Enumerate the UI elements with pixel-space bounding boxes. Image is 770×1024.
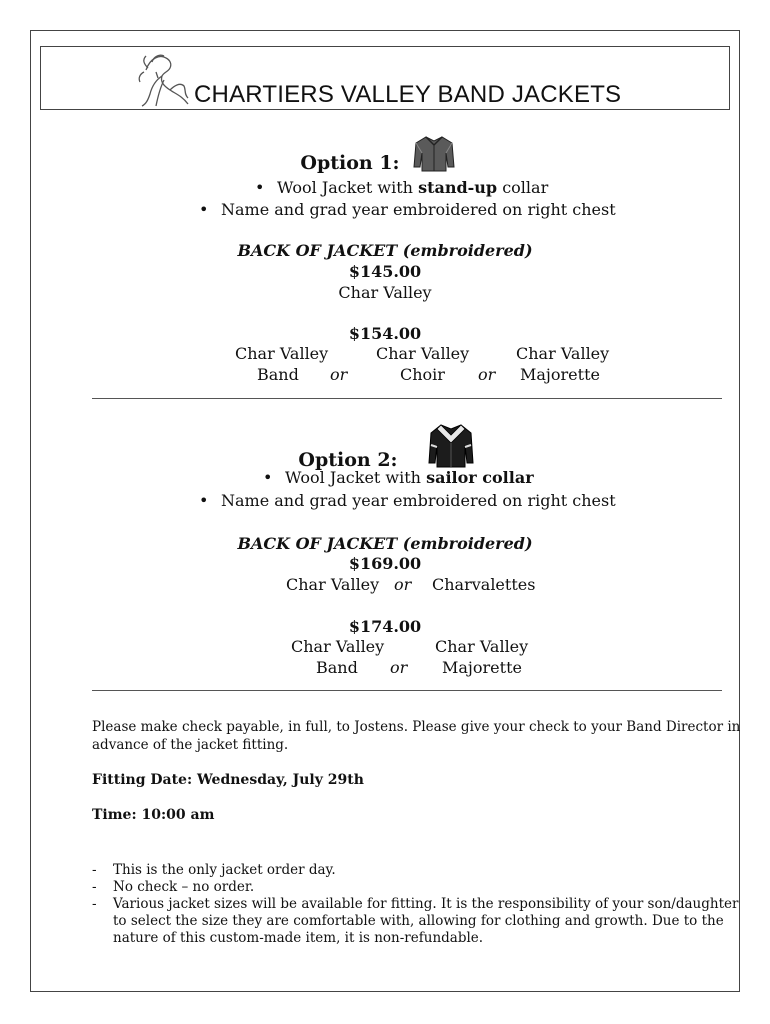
option2-bullet-1: • Wool Jacket with sailor collar [263,468,534,487]
note-dash-1: - [92,862,97,878]
option2-price-174: $174.00 [348,617,422,636]
option2-price-169-right: Charvalettes [432,575,536,594]
option2-heading: Option 2: [298,449,398,471]
option1-heading: Option 1: [300,152,400,174]
fitting-date: Fitting Date: Wednesday, July 29th [92,772,364,788]
option1-price-145-text: Char Valley [338,283,432,302]
payment-text-line1: Please make check payable, in full, to Jostens. Please give your check to your Band Director in [92,719,741,735]
varsity-jacket-icon [412,133,456,173]
option2-back-heading: BACK OF JACKET (embroidered) [237,534,533,553]
note-3-line3: nature of this custom-made item, it is non-refundable. [113,930,484,946]
note-3-line1: Various jacket sizes will be available for fitting. It is the responsibility of your son/daughter [113,896,739,912]
payment-text-line2: advance of the jacket fitting. [92,737,289,753]
note-dash-2: - [92,879,97,895]
option1-choice-2-line1: Char Valley [376,344,470,363]
option1-choice-3-line2: Majorette [520,365,600,384]
note-3-line2: to select the size they are comfortable with, allowing for clothing and growth. Due to the [113,913,724,929]
fitting-time: Time: 10:00 am [92,807,215,823]
page-frame [30,30,740,992]
option2-bullet-2: • Name and grad year embroidered on right chest [199,491,616,510]
option2-or-174: or [390,658,408,677]
note-2: No check – no order. [113,879,255,895]
page-title: CHARTIERS VALLEY BAND JACKETS [194,81,622,108]
option1-price-145: $145.00 [348,262,422,281]
mustang-horse-icon [134,50,198,108]
option1-or-1: or [330,365,348,384]
option1-bullet-2: • Name and grad year embroidered on right chest [199,200,616,219]
sailor-collar-jacket-icon [427,421,475,469]
note-dash-3: - [92,896,97,912]
divider-1 [92,398,722,399]
option1-or-2: or [478,365,496,384]
option1-price-154: $154.00 [348,324,422,343]
option1-choice-1-line2: Band [257,365,299,384]
option1-choice-3-line1: Char Valley [516,344,610,363]
option1-choice-1-line1: Char Valley [235,344,329,363]
option2-choice-1-line1: Char Valley [291,637,385,656]
option2-or-169: or [394,575,412,594]
note-1: This is the only jacket order day. [113,862,336,878]
option2-choice-2-line2: Majorette [442,658,522,677]
option2-choice-2-line1: Char Valley [435,637,529,656]
option1-bullet-1: • Wool Jacket with stand-up collar [255,178,549,197]
option1-back-heading: BACK OF JACKET (embroidered) [237,241,533,260]
option2-price-169-left: Char Valley [286,575,380,594]
option2-price-169: $169.00 [348,554,422,573]
option2-choice-1-line2: Band [316,658,358,677]
option1-choice-2-line2: Choir [400,365,445,384]
divider-2 [92,690,722,691]
